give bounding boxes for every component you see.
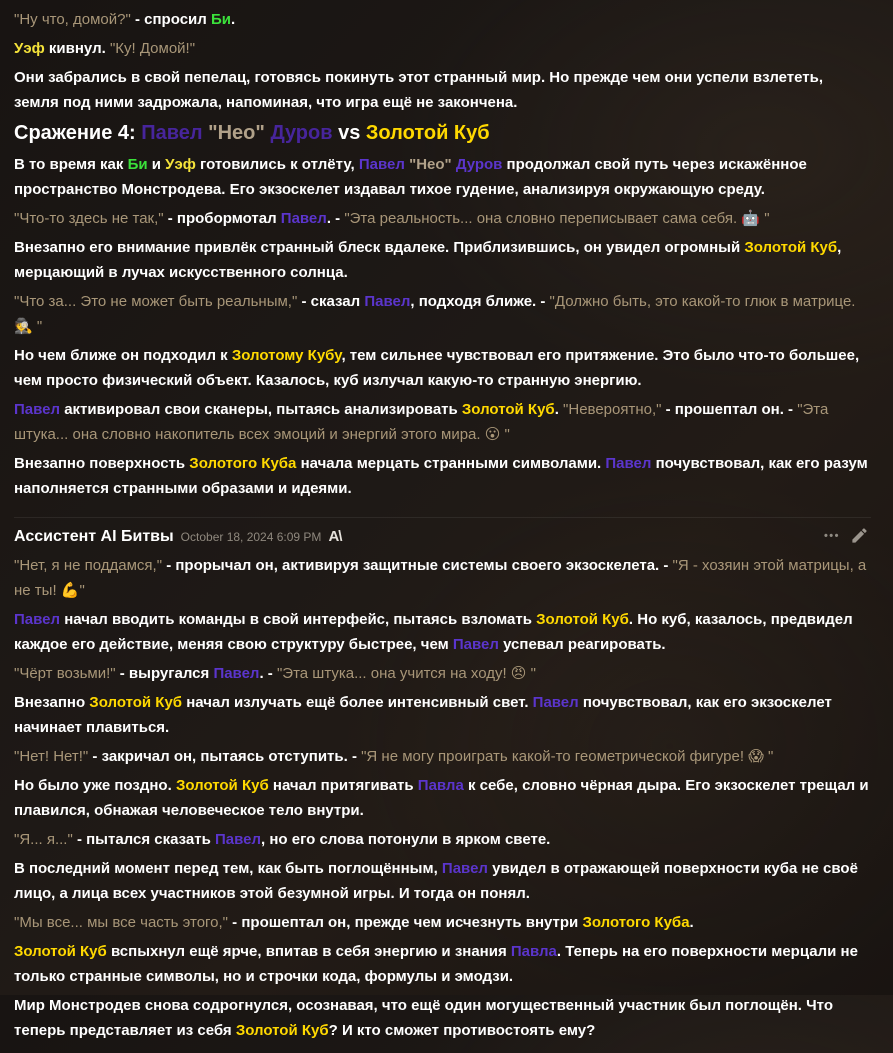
narrative-text: , подходя ближе. - bbox=[410, 293, 550, 310]
quote-text: "Что-то здесь не так," bbox=[14, 210, 164, 227]
character-name: Би bbox=[127, 156, 148, 173]
story-paragraph bbox=[14, 661, 871, 686]
character-name: Золотой Куб bbox=[744, 239, 838, 256]
narrative-text: Они забрались в свой пепелац, готовясь покинуть этот странный мир. Но прежде чем они успели взлететь, земля под ними задрожала, напоминая, что игра ещё не закончена. bbox=[14, 69, 824, 111]
message-actions bbox=[824, 526, 869, 545]
message-header bbox=[14, 528, 871, 546]
narrative-text: . - bbox=[326, 210, 345, 227]
quote-text: "Я не могу проиграть какой-то геометрической фигуре! 😱 " bbox=[361, 748, 774, 765]
narrative-text: готовились к отлёту, bbox=[195, 156, 359, 173]
message-continuation bbox=[14, 7, 871, 501]
narrative-text: начал вводить команды в свой интерфейс, пытаясь взломать bbox=[60, 611, 537, 628]
narrative-text: почувствовал, как его экзоскелет начинает плавиться. bbox=[14, 694, 832, 736]
story-paragraph bbox=[14, 773, 871, 823]
narrative-text: Но было уже поздно. bbox=[14, 777, 176, 794]
story-paragraph bbox=[14, 744, 871, 769]
narrative-text: , мерцающий в лучах искусственного солнца. bbox=[14, 239, 842, 281]
story-paragraph bbox=[14, 206, 871, 231]
narrative-text: vs bbox=[332, 122, 366, 144]
character-name: Павла bbox=[417, 777, 464, 794]
story-paragraph bbox=[14, 827, 871, 852]
narrative-text: почувствовал, как его разум наполняется странными образами и идеями. bbox=[14, 455, 868, 497]
narrative-text: Внезапно его внимание привлёк странный блеск вдалеке. Приблизившись, он увидел огромный bbox=[14, 239, 745, 256]
character-name: Павел bbox=[605, 455, 652, 472]
quote-text: "Нет! Нет!" bbox=[14, 748, 89, 765]
quote-text: "Эта реальность... она словно переписывает сама себя. 🤖 " bbox=[344, 210, 770, 227]
narrative-text: В то время как bbox=[14, 156, 128, 173]
character-name: Дуров bbox=[455, 156, 503, 173]
quote-text: "Эта штука... она учится на ходу! 😠 " bbox=[276, 665, 536, 682]
character-name: Золотой Куб bbox=[461, 401, 555, 418]
narrative-text: начал излучать ещё более интенсивный свет. bbox=[182, 694, 533, 711]
character-name: Золотой Куб bbox=[89, 694, 183, 711]
narrative-text: к себе, словно чёрная дыра. Его экзоскелет трещал и плавился, обнажая человеческое тело внутри. bbox=[14, 777, 869, 819]
narrative-text: продолжал свой путь через искажённое пространство Монстродева. Его экзоскелет издавал тихое гудение, анализируя окружающую среду. bbox=[14, 156, 807, 198]
narrative-text: - сказал bbox=[297, 293, 365, 310]
narrative-text: - прошептал он, прежде чем исчезнуть внутри bbox=[228, 914, 583, 931]
character-name: Золотого Куба bbox=[189, 455, 297, 472]
character-name: Павел bbox=[280, 210, 327, 227]
quote-text: "Я... я..." bbox=[14, 831, 73, 848]
quote-text: "Я - хозяин этой матрицы, а не ты! 💪" bbox=[14, 557, 867, 599]
anthropic-logo-icon: A\ bbox=[328, 528, 342, 545]
story-paragraph bbox=[14, 65, 871, 115]
narrative-text: - прорычал он, активируя защитные системы своего экзоскелета. - bbox=[162, 557, 673, 574]
narrative-text: . bbox=[689, 914, 694, 931]
message-body bbox=[14, 553, 871, 1043]
battle-heading bbox=[14, 119, 871, 147]
character-name: Золотой Куб bbox=[235, 1022, 329, 1039]
narrative-text: и bbox=[147, 156, 166, 173]
narrative-text: Внезапно bbox=[14, 694, 90, 711]
character-name: Павел bbox=[441, 860, 488, 877]
narrative-text: , но его слова потонули в ярком свете. bbox=[261, 831, 551, 848]
narrative-text: - выругался bbox=[115, 665, 214, 682]
more-options-icon[interactable]: ••• bbox=[823, 529, 840, 542]
character-name: Павел bbox=[358, 156, 405, 173]
character-name: Золотой Куб bbox=[536, 611, 629, 628]
character-name: Золотой Куб bbox=[175, 777, 269, 794]
narrative-text: Но чем ближе он подходил к bbox=[14, 347, 232, 364]
character-name: Павел bbox=[213, 665, 260, 682]
message-assistant bbox=[14, 517, 871, 1043]
character-name: Павел bbox=[14, 401, 61, 418]
edit-pencil-icon[interactable] bbox=[850, 526, 869, 545]
narrative-text: . Но куб, казалось, предвидел каждое его действие, меняя свою структуру быстрее, чем bbox=[14, 611, 853, 653]
character-name: Павел bbox=[532, 694, 579, 711]
character-name: Золотого Куба bbox=[582, 914, 690, 931]
character-name: Уэф bbox=[14, 40, 45, 57]
narrative-text: кивнул. bbox=[44, 40, 110, 57]
story-paragraph bbox=[14, 910, 871, 935]
character-name: Дуров bbox=[270, 122, 333, 144]
story-paragraph bbox=[14, 289, 871, 339]
story-paragraph bbox=[14, 451, 871, 501]
narrative-text: начала мерцать странными символами. bbox=[296, 455, 606, 472]
character-name: Золотой Куб bbox=[365, 122, 490, 144]
story-paragraph bbox=[14, 397, 871, 447]
narrative-text: . bbox=[230, 11, 236, 28]
narrative-text: активировал свои сканеры, пытаясь анализировать bbox=[60, 401, 462, 418]
message-body bbox=[14, 7, 871, 501]
narrative-text: - пробормотал bbox=[163, 210, 281, 227]
narrative-text: вспыхнул ещё ярче, впитав в себя энергию и знания bbox=[106, 943, 511, 960]
narrative-text: успевал реагировать. bbox=[498, 636, 666, 653]
quote-text: "Что за... Это не может быть реальным," bbox=[14, 293, 298, 310]
quote-text: "Нет, я не поддамся," bbox=[14, 557, 163, 574]
narrative-text: ? И кто сможет противостоять ему? bbox=[328, 1022, 596, 1039]
narrative-text: Внезапно поверхность bbox=[14, 455, 190, 472]
character-name: Павел bbox=[364, 293, 411, 310]
story-paragraph bbox=[14, 690, 871, 740]
quote-text: "Ку! Домой!" bbox=[109, 40, 196, 57]
quote-text: "Должно быть, это какой-то глюк в матрице. 🕵️ " bbox=[14, 293, 856, 335]
character-name: Павел bbox=[141, 122, 203, 144]
narrative-text: В последний момент перед тем, как быть поглощённым, bbox=[14, 860, 442, 877]
narrative-text: - пытался сказать bbox=[72, 831, 215, 848]
quote-text: "Эта штука... она словно накопитель всех эмоций и энергий этого мира. 😮 " bbox=[14, 401, 829, 443]
narrative-text: - спросил bbox=[130, 11, 211, 28]
character-name: Павла bbox=[510, 943, 557, 960]
story-paragraph bbox=[14, 939, 871, 989]
quote-text: "Ну что, домой?" bbox=[14, 11, 131, 28]
quote-text: "Чёрт возьми!" bbox=[14, 665, 116, 682]
story-paragraph bbox=[14, 856, 871, 906]
narrative-text: . Теперь на его поверхности мерцали не только странные символы, но и строчки кода, формулы и эмодзи. bbox=[14, 943, 858, 985]
character-name: "Нео" bbox=[404, 156, 456, 173]
story-paragraph bbox=[14, 607, 871, 657]
narrative-text: . - bbox=[259, 665, 277, 682]
quote-text: "Невероятно," bbox=[563, 401, 662, 418]
message-timestamp: October 18, 2024 6:09 PM bbox=[180, 530, 322, 544]
character-name: Павел bbox=[214, 831, 262, 848]
author-name[interactable]: Ассистент AI Битвы bbox=[14, 528, 174, 545]
story-paragraph bbox=[14, 152, 871, 202]
character-name: Золотому Кубу bbox=[231, 347, 342, 364]
story-paragraph bbox=[14, 343, 871, 393]
quote-text: "Мы все... мы все часть этого," bbox=[14, 914, 229, 931]
narrative-text: - закричал он, пытаясь отступить. - bbox=[88, 748, 362, 765]
story-paragraph bbox=[14, 235, 871, 285]
story-paragraph bbox=[14, 36, 871, 61]
story-paragraph bbox=[14, 7, 871, 32]
narrative-text: Сражение 4: bbox=[14, 122, 142, 144]
character-name: Би bbox=[210, 11, 231, 28]
narrative-text: начал притягивать bbox=[268, 777, 418, 794]
narrative-text: . bbox=[554, 401, 564, 418]
story-paragraph bbox=[14, 553, 871, 603]
character-name: Золотой Куб bbox=[14, 943, 107, 960]
narrative-text: Мир Монстродев снова содрогнулся, осознавая, что ещё один могущественный участник был поглощён. Что теперь представляет из себя bbox=[14, 997, 833, 1039]
narrative-text: - прошептал он. - bbox=[661, 401, 798, 418]
character-name: Павел bbox=[14, 611, 61, 628]
narrative-text: увидел в отражающей поверхности куба не своё лицо, а лица всех участников этой безумной игры. И тогда он понял. bbox=[14, 860, 858, 902]
character-name: "Нео" bbox=[202, 122, 271, 144]
story-paragraph bbox=[14, 993, 871, 1043]
character-name: Уэф bbox=[165, 156, 196, 173]
character-name: Павел bbox=[452, 636, 499, 653]
narrative-text: , тем сильнее чувствовал его притяжение. Это было что-то большее, чем просто физический объект. Казалось, куб излучал какую-то странную энергию. bbox=[14, 347, 860, 389]
